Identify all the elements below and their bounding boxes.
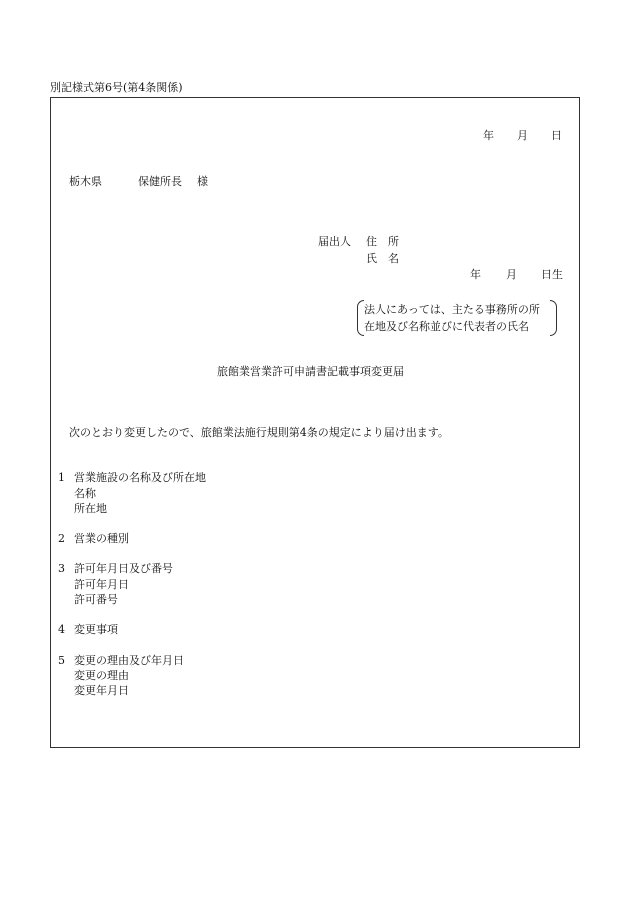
birth-year: 年 xyxy=(470,268,481,281)
form-number: 別記様式第6号(第4条関係) xyxy=(50,81,183,94)
date-month: 月 xyxy=(517,129,528,142)
addressee-office: 保健所長 xyxy=(138,175,182,188)
item-3-sub-1: 許可年月日 xyxy=(74,578,129,591)
item-5-sub-1: 変更の理由 xyxy=(74,669,129,682)
corporate-note-line1: 法人にあっては、主たる事務所の所 xyxy=(364,303,540,316)
item-5-heading: 変更の理由及び年月日 xyxy=(74,654,184,667)
item-3-heading: 許可年月日及び番号 xyxy=(74,562,173,575)
birth-day: 日生 xyxy=(541,268,563,281)
addressee-honorific: 様 xyxy=(197,175,208,188)
item-3-sub-2: 許可番号 xyxy=(74,593,118,606)
item-2-number: 2 xyxy=(58,532,65,545)
item-5-sub-2: 変更年月日 xyxy=(74,684,129,697)
form-border xyxy=(50,97,580,748)
date-year: 年 xyxy=(483,129,494,142)
applicant-label: 届出人 xyxy=(318,235,351,248)
item-4-number: 4 xyxy=(58,623,65,636)
item-1-sub-2: 所在地 xyxy=(74,502,107,515)
item-1-sub-1: 名称 xyxy=(74,487,96,500)
body-text: 次のとおり変更したので、旅館業法施行規則第4条の規定により届け出ます。 xyxy=(69,426,449,439)
item-4-heading: 変更事項 xyxy=(74,623,118,636)
birth-month: 月 xyxy=(506,268,517,281)
document-title: 旅館業営業許可申請書記載事項変更届 xyxy=(217,365,404,378)
corporate-note xyxy=(357,300,557,338)
item-3-number: 3 xyxy=(58,562,65,575)
item-5-number: 5 xyxy=(58,654,65,667)
item-1-number: 1 xyxy=(58,471,65,484)
applicant-address-label: 住 所 xyxy=(366,235,399,248)
item-2-heading: 営業の種別 xyxy=(74,532,129,545)
applicant-name-label: 氏 名 xyxy=(366,252,399,265)
corporate-note-line2: 在地及び名称並びに代表者の氏名 xyxy=(364,320,529,333)
right-bracket xyxy=(550,300,557,336)
addressee-prefecture: 栃木県 xyxy=(69,175,102,188)
date-day: 日 xyxy=(551,129,562,142)
item-1-heading: 営業施設の名称及び所在地 xyxy=(74,471,206,484)
left-bracket xyxy=(357,300,364,336)
